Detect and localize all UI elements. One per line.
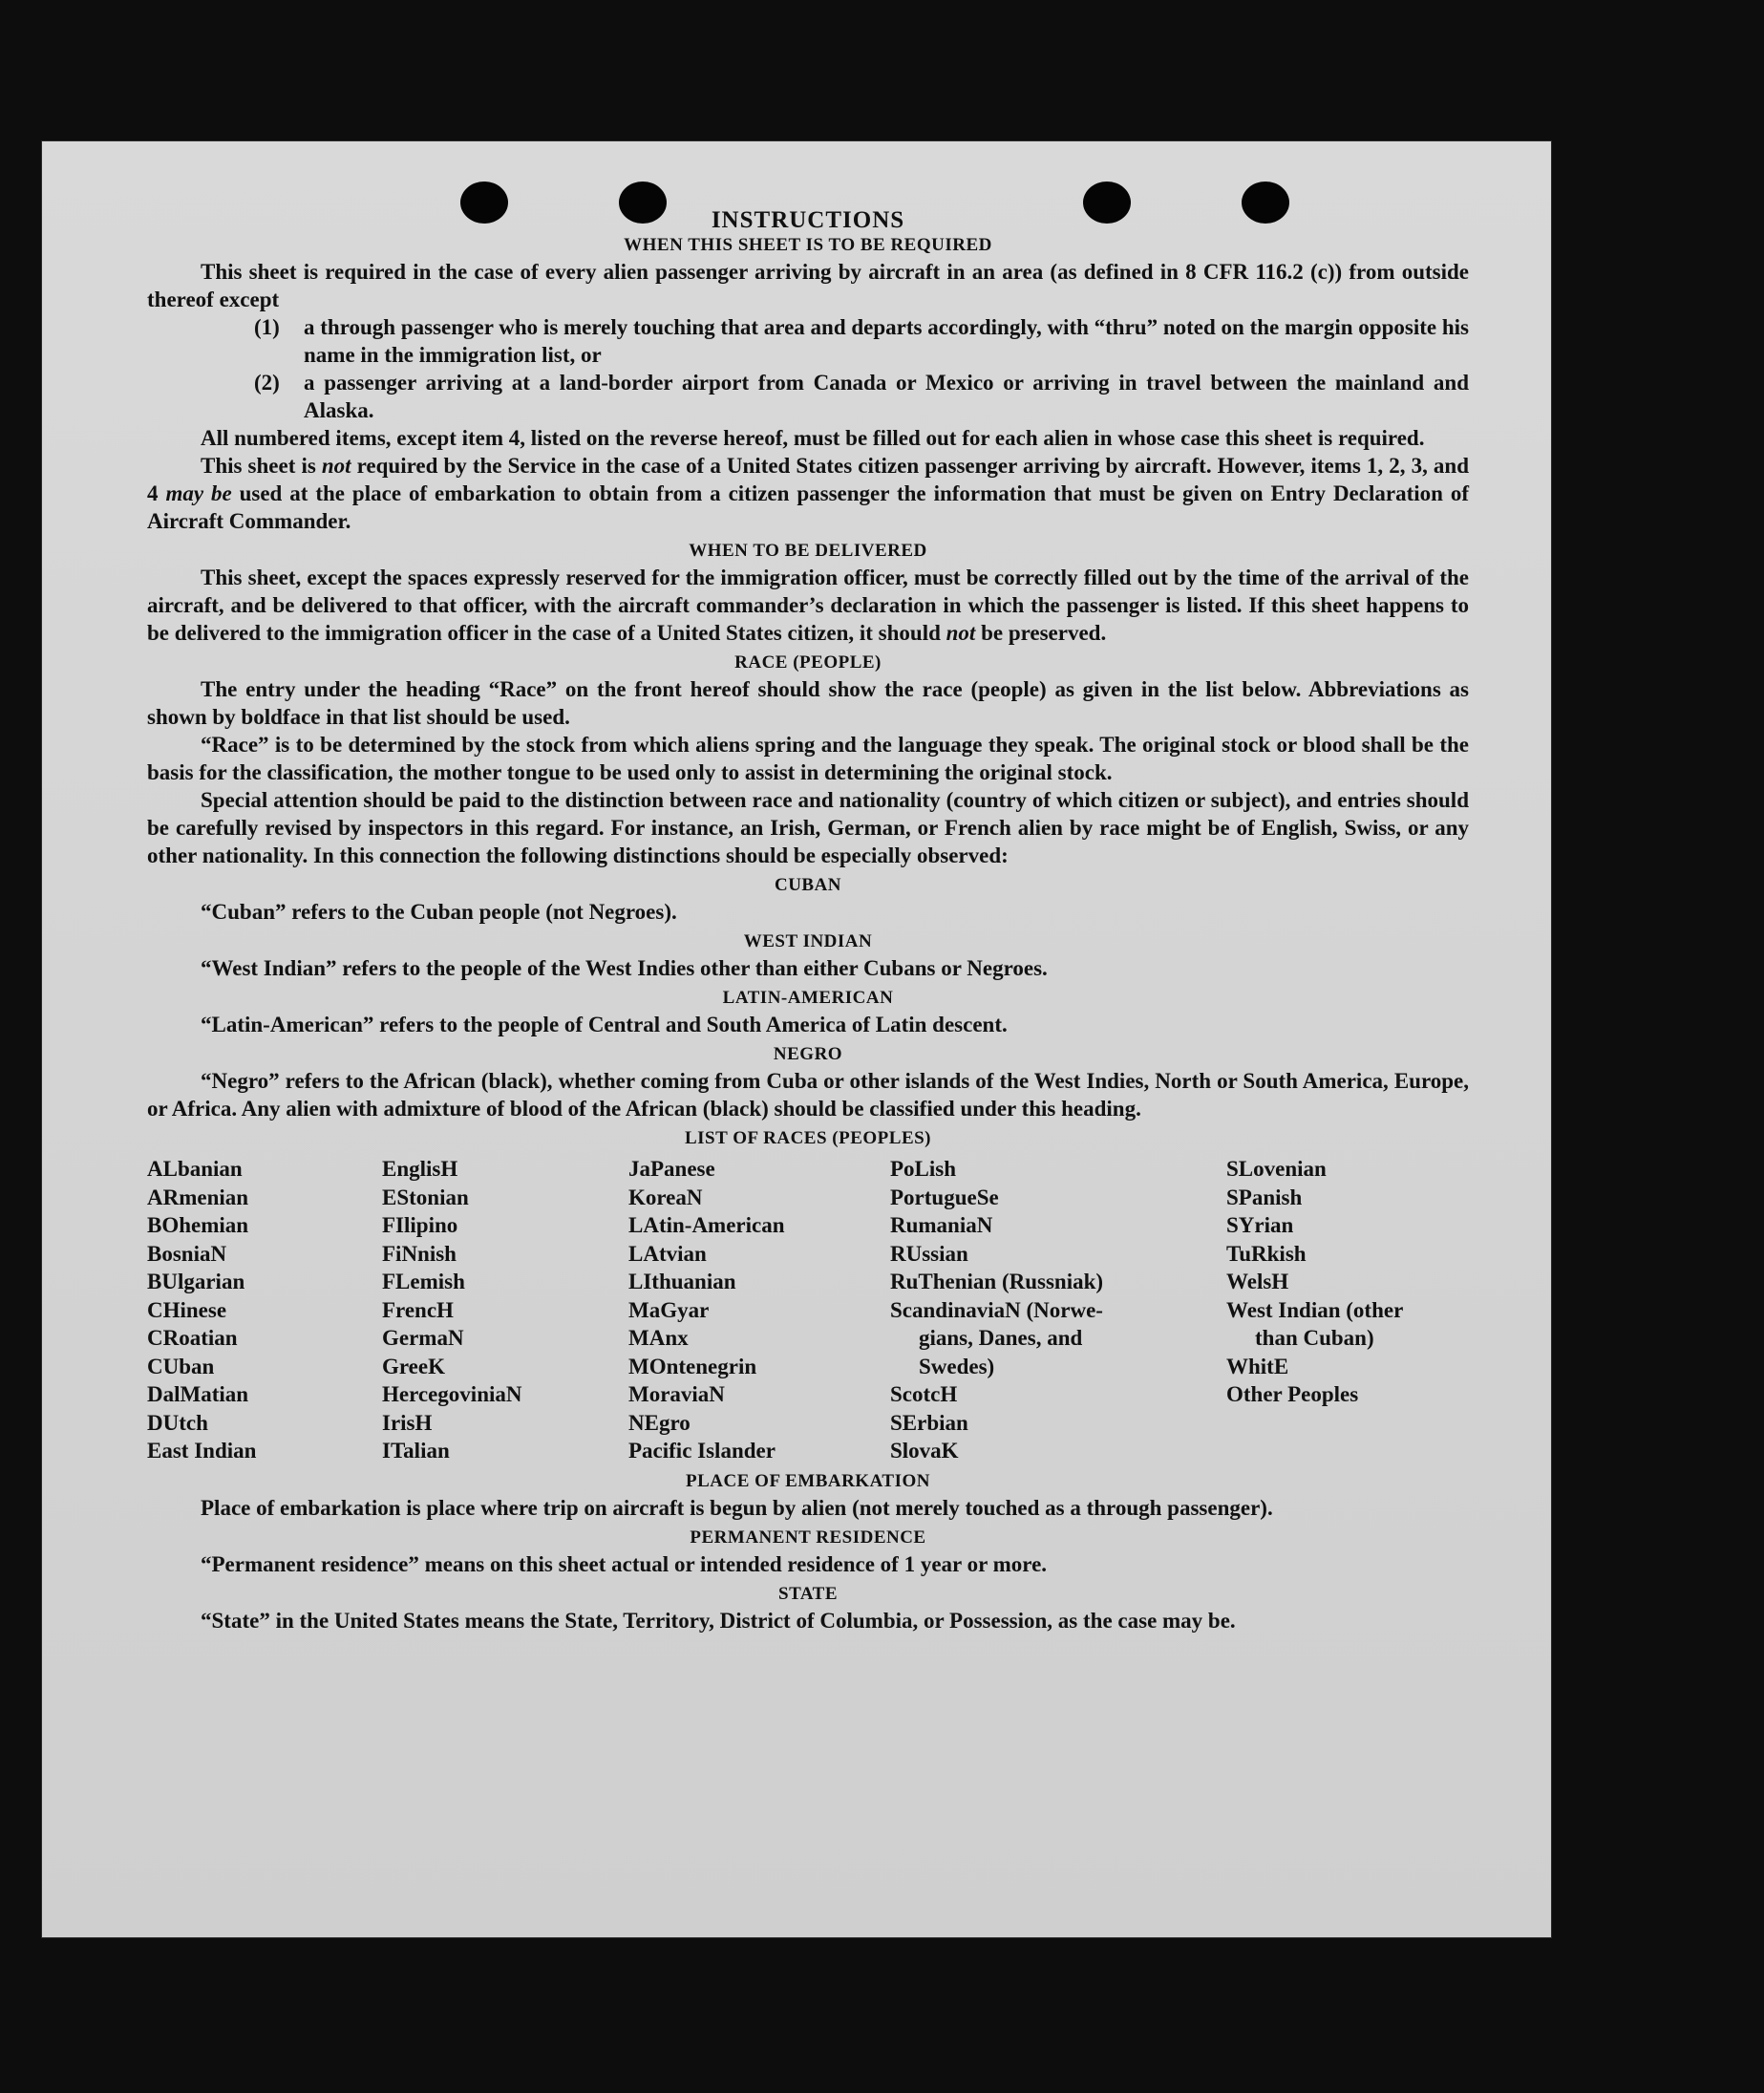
race-entry: KoreaN	[628, 1185, 703, 1209]
instructions-content	[147, 208, 1469, 1634]
race-entry: FIlipino	[382, 1213, 458, 1237]
delivered-not: not	[946, 621, 976, 645]
race-entry: TuRkish	[1226, 1241, 1307, 1266]
delivered-text-1: This sheet, except the spaces expressly reserved for the immigration officer, must be correctly filled out by the time of the arrival of the aircraft, and be delivered to that officer, with the aircraft commander’s declaration in which the passenger is listed. If this sheet happens to be delivered to the immigration officer in the case of a United States citizen, it should	[147, 566, 1469, 645]
race-entry: FiNnish	[382, 1241, 457, 1266]
heading-race: RACE (PEOPLE)	[734, 652, 882, 673]
race-entry: BUlgarian	[147, 1270, 245, 1293]
races-column-4	[890, 1155, 1226, 1465]
numbered-items-paragraph: All numbered items, except item 4, listed on the reverse hereof, must be filled out for each alien in whose case this sheet is required.	[201, 426, 1425, 450]
races-list	[147, 1155, 1469, 1465]
race-entry: CRoatian	[147, 1326, 238, 1350]
race-entry: RUssian	[890, 1241, 968, 1266]
races-column-1	[147, 1155, 382, 1465]
race-entry: FrencH	[382, 1297, 454, 1322]
race-paragraph-3: Special attention should be paid to the distinction between race and nationality (country of which citizen or subject), and entries should be carefully revised by inspectors in this regard. For instance, an Irish, German, or French alien by race might be of English, Swiss, or any other nationality. In this connection the following distinctions should be especially observed:	[147, 788, 1469, 867]
race-entry: MoraviaN	[628, 1382, 725, 1406]
race-entry: GermaN	[382, 1326, 464, 1350]
race-entry: FLemish	[382, 1270, 465, 1293]
race-entry: LAtvian	[628, 1241, 707, 1266]
heading-when-required: WHEN THIS SHEET IS TO BE REQUIRED	[624, 235, 992, 255]
race-entry: gians, Danes, and	[919, 1326, 1083, 1350]
race-entry: Other Peoples	[1226, 1382, 1359, 1406]
race-entry: LAtin-American	[628, 1213, 785, 1237]
race-entry: SErbian	[890, 1410, 968, 1435]
citizen-not: not	[321, 454, 351, 478]
race-entry: PortugueSe	[890, 1185, 999, 1209]
citizen-text-2: required by the Service in the case of a United States citizen passenger arriving by aircraft. However, items 1, 2, 3, and 4	[147, 454, 1469, 505]
heading-permanent-residence: PERMANENT RESIDENCE	[690, 1527, 926, 1548]
item-number: (2)	[254, 371, 280, 395]
item-text: a through passenger who is merely touching that area and departs accordingly, with “thru” noted on the margin opposite his name in the immigration list, or	[304, 315, 1469, 367]
race-entry: WelsH	[1226, 1270, 1289, 1293]
race-entry: West Indian (other	[1226, 1297, 1404, 1322]
latin-american-text: “Latin-American” refers to the people of Central and South America of Latin descent.	[201, 1013, 1008, 1036]
west-indian-text: “West Indian” refers to the people of the West Indies other than either Cubans or Negroes.	[201, 956, 1048, 980]
embarkation-text: Place of embarkation is place where trip on aircraft is begun by alien (not merely touched as a through passenger).	[201, 1495, 1273, 1520]
race-entry: ScandinaviaN (Norwe-	[890, 1297, 1103, 1322]
race-entry: CHinese	[147, 1297, 227, 1322]
race-entry: ARmenian	[147, 1185, 249, 1209]
race-entry: HercegoviniaN	[382, 1382, 522, 1406]
race-entry: EStonian	[382, 1185, 469, 1209]
race-entry: EnglisH	[382, 1157, 458, 1181]
heading-cuban: CUBAN	[774, 875, 842, 895]
document-sheet	[42, 141, 1551, 1937]
race-entry: DalMatian	[147, 1382, 249, 1406]
race-entry: NEgro	[628, 1410, 691, 1435]
heading-state: STATE	[778, 1583, 838, 1604]
heading-latin-american: LATIN-AMERICAN	[722, 988, 894, 1008]
race-entry: BOhemian	[147, 1213, 249, 1237]
required-intro: This sheet is required in the case of every alien passenger arriving by aircraft in an area (as defined in 8 CFR 116.2 (c)) from outside thereof except	[147, 260, 1469, 311]
race-entry: East Indian	[147, 1439, 257, 1463]
state-text: “State” in the United States means the State, Territory, District of Columbia, or Possession, as the case may be.	[201, 1608, 1236, 1633]
exception-item-2	[254, 369, 1469, 424]
instructions-title: INSTRUCTIONS	[711, 207, 905, 233]
heading-list-of-races: LIST OF RACES (PEOPLES)	[684, 1128, 932, 1148]
race-entry: RuThenian (Russniak)	[890, 1270, 1104, 1293]
race-entry: Swedes)	[919, 1354, 995, 1378]
races-column-2	[382, 1155, 628, 1465]
race-entry: CUban	[147, 1354, 215, 1378]
race-entry: than Cuban)	[1255, 1326, 1374, 1350]
race-entry: BosniaN	[147, 1241, 227, 1266]
race-entry: SlovaK	[890, 1439, 959, 1463]
residence-text: “Permanent residence” means on this sheet actual or intended residence of 1 year or more.	[201, 1551, 1048, 1576]
item-number: (1)	[254, 315, 280, 339]
race-entry: GreeK	[382, 1354, 445, 1378]
race-paragraph-1: The entry under the heading “Race” on the front hereof should show the race (people) as given in the list below. Abbreviations as shown by boldface in that list should be used.	[147, 677, 1469, 729]
delivered-paragraph	[147, 564, 1469, 647]
race-paragraph-2: “Race” is to be determined by the stock from which aliens spring and the language they speak. The original stock or blood shall be the basis for the classification, the mother tongue to be used only to assist in determining the original stock.	[147, 733, 1469, 784]
race-entry: Pacific Islander	[628, 1439, 776, 1463]
race-entry: JaPanese	[628, 1157, 715, 1181]
race-entry: IrisH	[382, 1410, 433, 1435]
citizen-may-be: may be	[165, 481, 232, 505]
race-entry: SLovenian	[1226, 1157, 1327, 1181]
heading-west-indian: WEST INDIAN	[743, 931, 873, 951]
race-entry: MaGyar	[628, 1297, 710, 1322]
heading-when-delivered: WHEN TO BE DELIVERED	[689, 541, 927, 561]
negro-text: “Negro” refers to the African (black), whether coming from Cuba or other islands of the West Indies, North or South America, Europe, or Africa. Any alien with admixture of blood of the African (black) should be classified under this heading.	[147, 1069, 1469, 1121]
cuban-text: “Cuban” refers to the Cuban people (not Negroes).	[201, 900, 677, 924]
exception-item-1	[254, 313, 1469, 369]
race-entry: PoLish	[890, 1157, 957, 1181]
race-entry: ALbanian	[147, 1157, 243, 1181]
race-entry: SYrian	[1226, 1213, 1294, 1237]
race-entry: ScotcH	[890, 1382, 958, 1406]
item-text: a passenger arriving at a land-border airport from Canada or Mexico or arriving in travel between the mainland and Alaska.	[304, 371, 1469, 422]
race-entry: SPanish	[1226, 1185, 1303, 1209]
race-entry: MAnx	[628, 1326, 689, 1350]
heading-place-of-embarkation: PLACE OF EMBARKATION	[686, 1470, 930, 1491]
heading-negro: NEGRO	[773, 1044, 843, 1064]
citizen-text-3: used at the place of embarkation to obtain from a citizen passenger the information that must be given on Entry Declaration of Aircraft Commander.	[147, 481, 1469, 533]
delivered-text-2: be preserved.	[975, 621, 1107, 645]
citizen-paragraph	[147, 452, 1469, 535]
race-entry: WhitE	[1226, 1354, 1289, 1378]
race-entry: RumaniaN	[890, 1213, 993, 1237]
race-entry: ITalian	[382, 1439, 450, 1463]
race-entry: LIthuanian	[628, 1270, 736, 1293]
races-column-3	[628, 1155, 890, 1465]
race-entry: MOntenegrin	[628, 1354, 757, 1378]
race-entry: DUtch	[147, 1410, 208, 1435]
races-column-5	[1226, 1155, 1469, 1465]
citizen-text-1: This sheet is	[201, 454, 322, 478]
